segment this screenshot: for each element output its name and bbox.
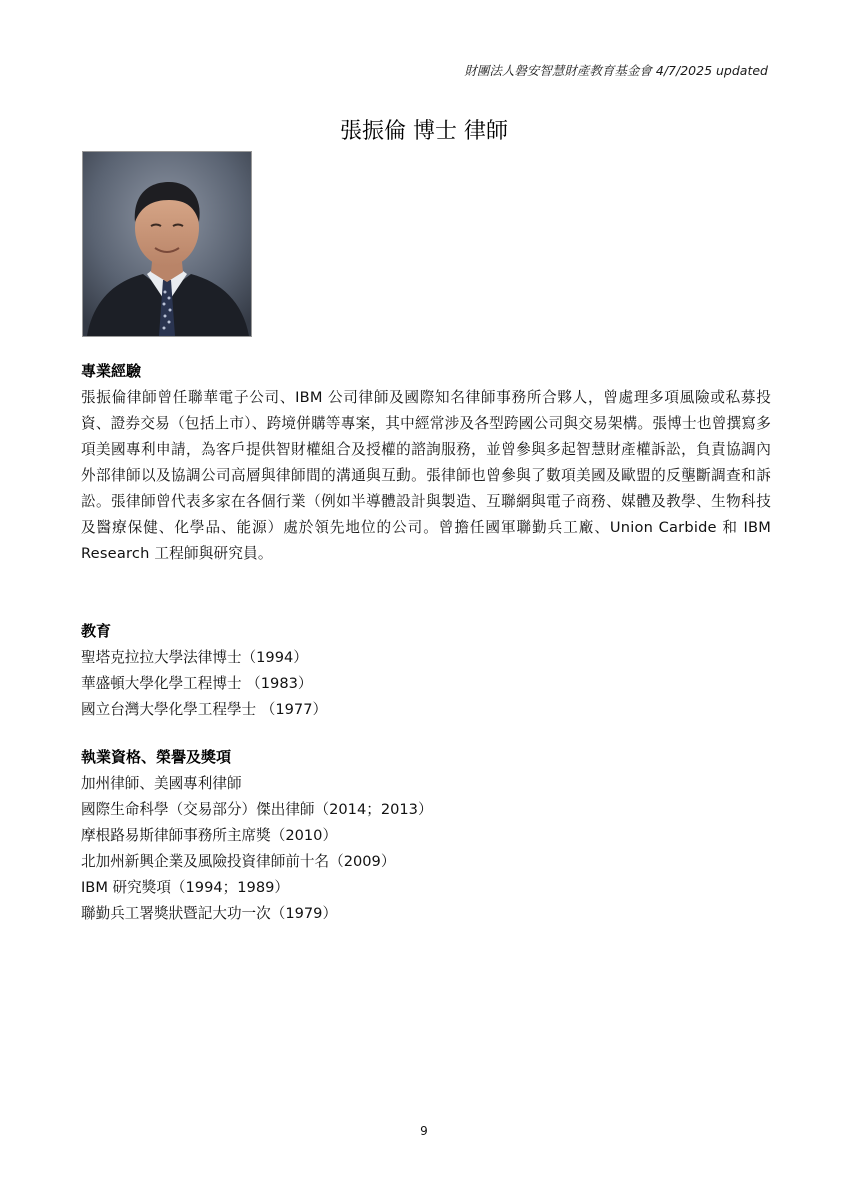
- page-number: 9: [420, 1124, 428, 1138]
- credentials-section: [81, 747, 771, 927]
- education-section: [81, 621, 771, 723]
- list-item: 加州律師、美國專利律師: [81, 775, 242, 792]
- list-item: 華盛頓大學化學工程博士 （1983）: [81, 675, 313, 692]
- list-item: 聖塔克拉拉大學法律博士（1994）: [81, 649, 308, 666]
- list-item: 國立台灣大學化學工程學士 （1977）: [81, 701, 328, 718]
- document-header: 財團法人磐安智慧財產教育基金會 4/7/2025 updated: [464, 63, 768, 78]
- education-heading: 教育: [81, 622, 112, 640]
- list-item: 摩根路易斯律師事務所主席獎（2010）: [81, 827, 338, 844]
- page-title: 張振倫 博士 律師: [340, 119, 508, 144]
- credentials-heading: 執業資格、榮譽及獎項: [81, 748, 232, 766]
- list-item: 聯勤兵工署獎狀暨記大功一次（1979）: [81, 905, 338, 922]
- credentials-list: [81, 771, 771, 927]
- experience-body: 張振倫律師曾任聯華電子公司、IBM 公司律師及國際知名律師事務所合夥人，曾處理多項風險或私募投資、證券交易（包括上市）、跨境併購等專案，其中經常涉及各型跨國公司與交易架構。張博士也曾撰寫多項美國專利申請，為客戶提供智財權組合及授權的諮詢服務，並曾參與多起智慧財產權訴訟，負責協調內外部律師以及協調公司高層與律師間的溝通與互動。張律師也曾參與了數項美國及歐盟的反壟斷調查和訴訟。張律師曾代表多家在各個行業（例如半導體設計與製造、互聯網與電子商務、媒體及教學、生物科技及醫療保健、化學品、能源）處於領先地位的公司。曾擔任國軍聯勤兵工廠、Union Carbide 和 IBM Research 工程師與研究員。: [81, 389, 771, 562]
- portrait-photo: [82, 151, 252, 337]
- education-list: [81, 645, 771, 723]
- experience-section: [81, 361, 771, 567]
- list-item: 北加州新興企業及風險投資律師前十名（2009）: [81, 853, 396, 870]
- list-item: IBM 研究獎項（1994；1989）: [81, 879, 289, 896]
- experience-heading: 專業經驗: [81, 362, 142, 380]
- list-item: 國際生命科學（交易部分）傑出律師（2014；2013）: [81, 801, 433, 818]
